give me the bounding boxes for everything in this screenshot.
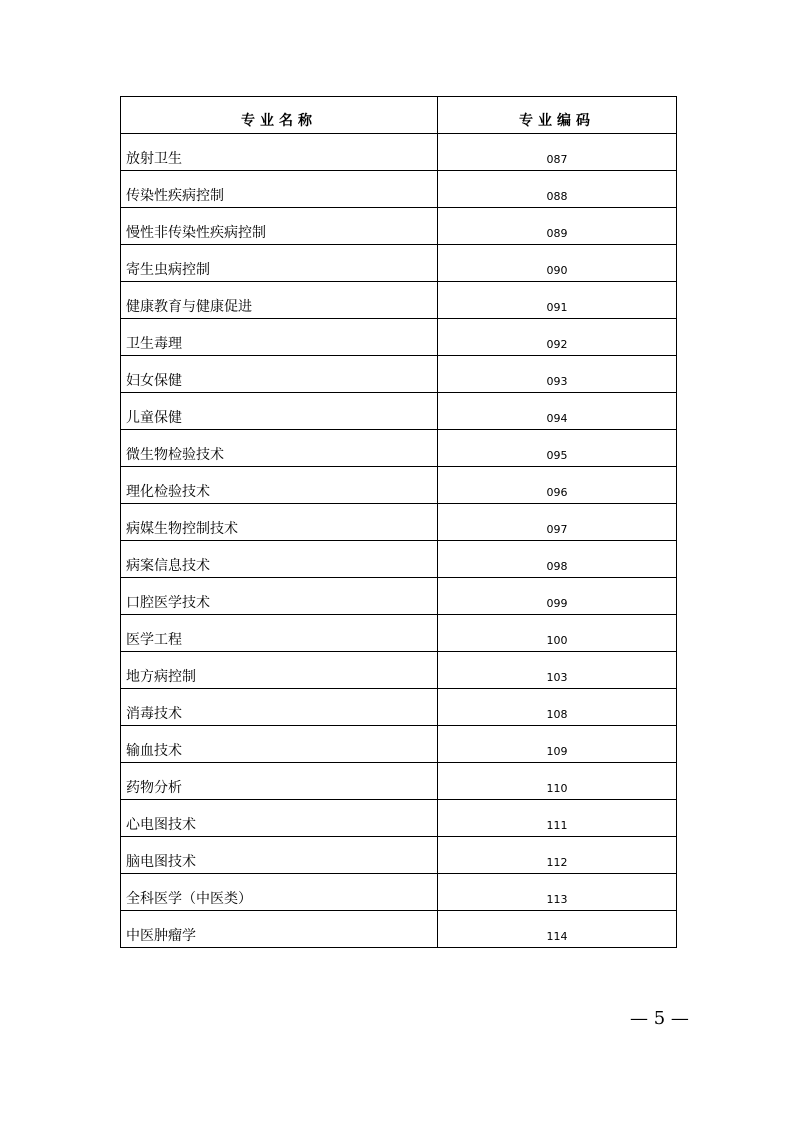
major-code-cell: 089 — [438, 208, 677, 245]
table-row — [121, 652, 677, 689]
table-row — [121, 800, 677, 837]
major-code-cell: 109 — [438, 726, 677, 763]
major-code-cell: 088 — [438, 171, 677, 208]
major-name-cell: 地方病控制 — [121, 652, 438, 689]
major-name-cell: 理化检验技术 — [121, 467, 438, 504]
page-number: — 5 — — [630, 1008, 689, 1029]
table-row — [121, 689, 677, 726]
table-row — [121, 504, 677, 541]
major-name-cell: 卫生毒理 — [121, 319, 438, 356]
major-name-cell: 放射卫生 — [121, 134, 438, 171]
table-body — [121, 134, 677, 948]
table-row — [121, 393, 677, 430]
major-name-cell: 口腔医学技术 — [121, 578, 438, 615]
major-name-cell: 脑电图技术 — [121, 837, 438, 874]
table-row — [121, 356, 677, 393]
major-code-table — [120, 96, 677, 948]
major-code-cell: 092 — [438, 319, 677, 356]
major-code-cell: 095 — [438, 430, 677, 467]
major-name-cell: 慢性非传染性疾病控制 — [121, 208, 438, 245]
major-name-cell: 医学工程 — [121, 615, 438, 652]
major-code-cell: 112 — [438, 837, 677, 874]
major-code-cell: 091 — [438, 282, 677, 319]
table-row — [121, 467, 677, 504]
table-row — [121, 874, 677, 911]
table-row — [121, 171, 677, 208]
major-name-cell: 妇女保健 — [121, 356, 438, 393]
major-name-cell: 寄生虫病控制 — [121, 245, 438, 282]
major-code-cell: 090 — [438, 245, 677, 282]
major-code-cell: 103 — [438, 652, 677, 689]
table-row — [121, 578, 677, 615]
major-code-cell: 097 — [438, 504, 677, 541]
major-name-cell: 输血技术 — [121, 726, 438, 763]
table-row — [121, 726, 677, 763]
header-major-code: 专业编码 — [438, 97, 677, 134]
table-row — [121, 245, 677, 282]
major-name-cell: 药物分析 — [121, 763, 438, 800]
table-row — [121, 837, 677, 874]
major-code-cell: 087 — [438, 134, 677, 171]
major-name-cell: 传染性疾病控制 — [121, 171, 438, 208]
table-row — [121, 911, 677, 948]
major-code-cell: 113 — [438, 874, 677, 911]
table-row — [121, 430, 677, 467]
table-row — [121, 541, 677, 578]
major-code-cell: 094 — [438, 393, 677, 430]
major-code-cell: 098 — [438, 541, 677, 578]
major-name-cell: 微生物检验技术 — [121, 430, 438, 467]
table-row — [121, 208, 677, 245]
major-code-cell: 099 — [438, 578, 677, 615]
major-name-cell: 病案信息技术 — [121, 541, 438, 578]
major-name-cell: 病媒生物控制技术 — [121, 504, 438, 541]
table-row — [121, 615, 677, 652]
table-row — [121, 763, 677, 800]
table-row — [121, 134, 677, 171]
major-code-cell: 100 — [438, 615, 677, 652]
major-name-cell: 健康教育与健康促进 — [121, 282, 438, 319]
major-name-cell: 消毒技术 — [121, 689, 438, 726]
major-code-cell: 110 — [438, 763, 677, 800]
major-name-cell: 全科医学（中医类） — [121, 874, 438, 911]
major-code-cell: 111 — [438, 800, 677, 837]
major-code-cell: 108 — [438, 689, 677, 726]
table-row — [121, 282, 677, 319]
table-header-row — [121, 97, 677, 134]
major-code-cell: 093 — [438, 356, 677, 393]
major-name-cell: 儿童保健 — [121, 393, 438, 430]
major-code-cell: 114 — [438, 911, 677, 948]
major-name-cell: 心电图技术 — [121, 800, 438, 837]
major-code-cell: 096 — [438, 467, 677, 504]
header-major-name: 专业名称 — [121, 97, 438, 134]
major-name-cell: 中医肿瘤学 — [121, 911, 438, 948]
table-row — [121, 319, 677, 356]
